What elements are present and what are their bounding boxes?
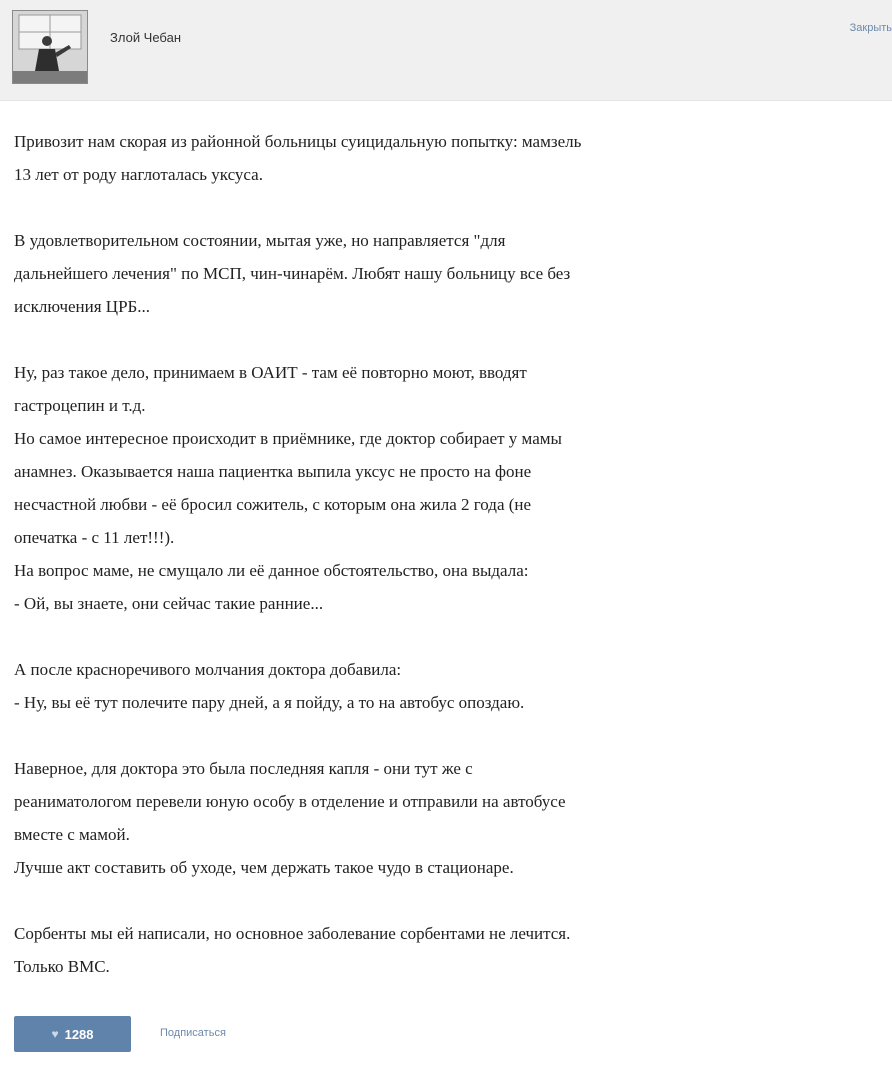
post-line: На вопрос маме, не смущало ли её данное обстоятельство, она выдала:: [14, 561, 529, 580]
post-line: Сорбенты мы ей написали, но основное заболевание сорбентами не лечится.: [14, 924, 571, 943]
post-line: Привозит нам скорая из районной больницы суицидальную попытку: мамзель: [14, 132, 582, 151]
post-line: опечатка - с 11 лет!!!).: [14, 528, 175, 547]
post-line: дальнейшего лечения" по МСП, чин-чинарём. Любят нашу больницу все без: [14, 264, 571, 283]
post-line: несчастной любви - её бросил сожитель, с которым она жила 2 года (не: [14, 495, 532, 514]
post-line: Наверное, для доктора это была последняя капля - они тут же с: [14, 759, 473, 778]
post-line: Только ВМС.: [14, 957, 110, 976]
subscribe-link[interactable]: Подписаться: [160, 1027, 226, 1039]
post-line: Лучше акт составить об уходе, чем держать такое чудо в стационаре.: [14, 858, 514, 877]
paragraph-gap: [14, 620, 884, 653]
post-line: Ну, раз такое дело, принимаем в ОАИТ - там её повторно моют, вводят: [14, 363, 527, 382]
like-count: 1288: [64, 1026, 94, 1042]
paragraph-gap: [14, 719, 884, 752]
post-line: Но самое интересное происходит в приёмнике, где доктор собирает у мамы: [14, 429, 562, 448]
post-line: исключения ЦРБ...: [14, 297, 151, 316]
like-button[interactable]: [14, 1016, 131, 1052]
post-header: [0, 0, 892, 101]
heart-icon: ♥: [51, 1027, 59, 1041]
post-line: реаниматологом перевели юную особу в отделение и отправили на автобусе: [14, 792, 566, 811]
post-line: - Ой, вы знаете, они сейчас такие ранние...: [14, 594, 324, 613]
post-line: А после красноречивого молчания доктора добавила:: [14, 660, 402, 679]
paragraph-gap: [14, 191, 884, 224]
avatar[interactable]: [12, 10, 88, 84]
close-link[interactable]: Закрыть: [849, 22, 892, 34]
avatar-image: [13, 11, 87, 83]
paragraph-gap: [14, 323, 884, 356]
post-line: гастроцепин и т.д.: [14, 396, 146, 415]
post-line: В удовлетворительном состоянии, мытая уже, но направляется "для: [14, 231, 506, 250]
post-line: вместе с мамой.: [14, 825, 130, 844]
post-line: анамнез. Оказывается наша пациентка выпила уксус не просто на фоне: [14, 462, 532, 481]
paragraph-gap: [14, 884, 884, 917]
post-line: - Ну, вы её тут полечите пару дней, а я пойду, а то на автобус опоздаю.: [14, 693, 525, 712]
author-name[interactable]: Злой Чебан: [110, 30, 181, 45]
post-line: 13 лет от роду наглоталась уксуса.: [14, 165, 263, 184]
post-text: [14, 125, 884, 983]
